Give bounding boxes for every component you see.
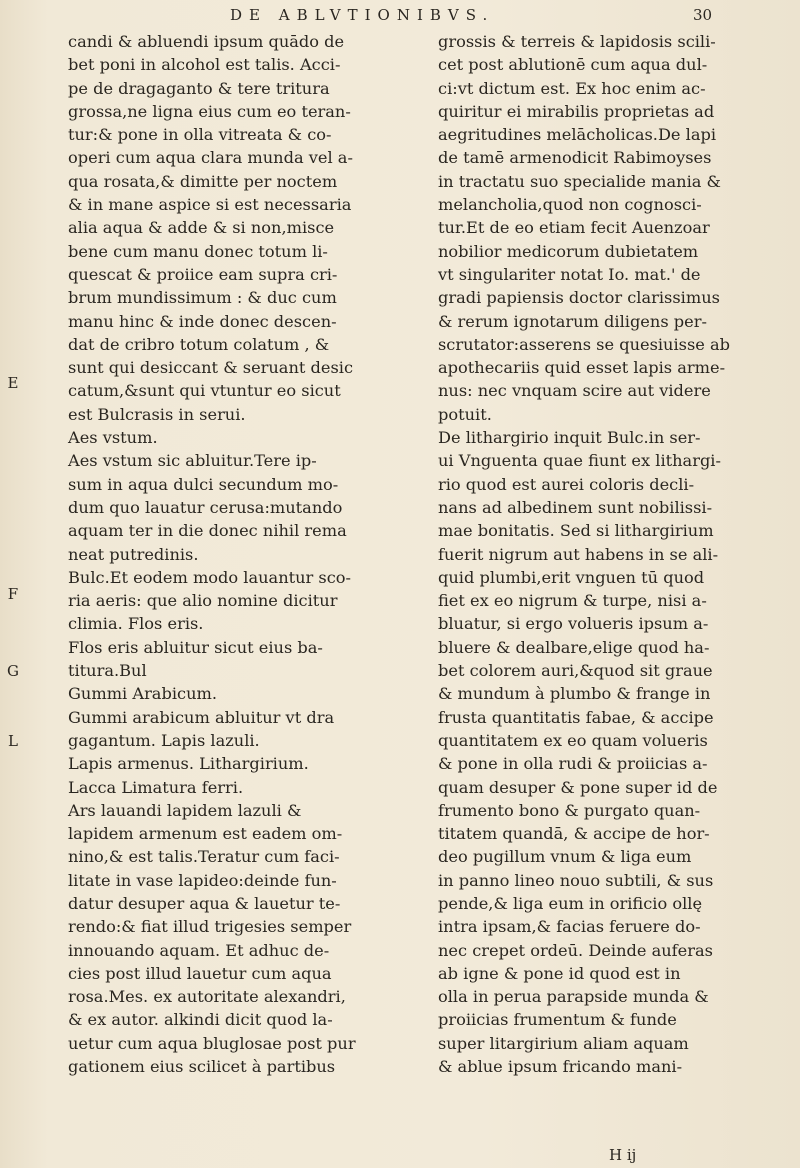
- text-line: neat putredinis.: [68, 544, 199, 564]
- text-line: & mundum à plumbo & frange in: [438, 684, 711, 704]
- page-header: [0, 4, 800, 30]
- text-line: alia aqua & adde & si non,misce: [68, 218, 335, 238]
- text-line: nobilior medicorum dubietatem: [438, 241, 699, 261]
- text-line: & ex autor. alkindi dicit quod la-: [68, 1010, 333, 1030]
- text-line: apothecariis quid esset lapis arme-: [438, 358, 726, 378]
- text-line: in panno lineo nouo subtili, & sus: [438, 870, 714, 890]
- right-text-column: [438, 30, 788, 1078]
- text-line: bene cum manu donec totum li-: [68, 241, 328, 261]
- text-line: titatem quandā, & accipe de hor-: [438, 824, 710, 844]
- text-line: Bulc.Et eodem modo lauantur sco-: [68, 567, 352, 587]
- text-line: quescat & proiice eam supra cri-: [68, 264, 338, 284]
- text-line: sunt qui desiccant & seruant desic: [68, 358, 354, 378]
- text-line: rio quod est aurei coloris decli-: [438, 474, 695, 494]
- text-line: aegritudines melācholicas.De lapi: [438, 125, 717, 145]
- text-line: potuit.: [438, 404, 492, 424]
- text-line: candi & abluendi ipsum quādo de: [68, 32, 345, 51]
- text-line: & in mane aspice si est necessaria: [68, 195, 352, 215]
- text-line: quid plumbi,erit vnguen tū quod: [438, 567, 705, 587]
- folio-number: 30: [693, 6, 713, 24]
- text-line: fuerit nigrum aut habens in se ali-: [438, 544, 719, 564]
- text-line: dat de cribro totum colatum , &: [68, 334, 330, 354]
- text-line: ci:vt dictum est. Ex hoc enim ac-: [438, 78, 706, 98]
- text-line: & ablue ipsum fricando mani-: [438, 1057, 683, 1077]
- margin-letter: G: [7, 662, 19, 680]
- text-line: deo pugillum vnum & liga eum: [438, 847, 692, 867]
- text-line: gradi papiensis doctor clarissimus: [438, 288, 720, 308]
- text-line: datur desuper aqua & lauetur te-: [68, 893, 341, 913]
- text-line: pende,& liga eum in orificio ollę: [438, 893, 703, 913]
- margin-letter: L: [8, 732, 18, 750]
- text-line: mae bonitatis. Sed si lithargirium: [438, 521, 714, 541]
- text-line: Ars lauandi lapidem lazuli &: [68, 800, 302, 820]
- text-line: nus: nec vnquam scire aut videre: [438, 381, 711, 401]
- text-line: Gummi Arabicum.: [68, 684, 217, 704]
- text-line: scrutator:asserens se quesiuisse ab: [438, 334, 731, 354]
- text-line: frusta quantitatis fabae, & accipe: [438, 707, 714, 727]
- text-line: Lapis armenus. Lithargirium.: [68, 754, 309, 774]
- text-line: est Bulcrasis in serui.: [68, 404, 246, 424]
- margin-letter: F: [7, 585, 19, 603]
- text-line: rendo:& fiat illud trigesies semper: [68, 917, 352, 937]
- text-line: Lacca Limatura ferri.: [68, 777, 244, 797]
- text-line: olla in perua parapside munda &: [438, 987, 709, 1007]
- text-line: & pone in olla rudi & proiicias a-: [438, 754, 708, 774]
- text-line: nec crepet ordeū. Deinde auferas: [438, 940, 713, 960]
- margin-letter: E: [7, 374, 19, 392]
- signature-mark: H ij: [609, 1146, 637, 1164]
- text-line: quam desuper & pone super id de: [438, 777, 718, 797]
- text-line: operi cum aqua clara munda vel a-: [68, 148, 353, 168]
- text-line: ui Vnguenta quae fiunt ex lithargi-: [438, 451, 721, 471]
- text-line: frumento bono & purgato quan-: [438, 800, 701, 820]
- text-line: fiet ex eo nigrum & turpe, nisi a-: [438, 591, 707, 611]
- text-line: grossis & terreis & lapidosis scili-: [438, 32, 716, 51]
- text-line: Gummi arabicum abluitur vt dra: [68, 707, 335, 727]
- text-line: bet poni in alcohol est talis. Acci-: [68, 55, 341, 75]
- running-title: DE ABLVTIONIBVS.: [230, 6, 495, 24]
- text-line: ria aeris: que alio nomine dicitur: [68, 591, 338, 611]
- text-line: de tamē armenodicit Rabimoyses: [438, 148, 712, 168]
- text-line: climia. Flos eris.: [68, 614, 204, 634]
- text-line: Aes vstum sic abluitur.Tere ip-: [68, 451, 317, 471]
- text-line: tur.Et de eo etiam fecit Auenzoar: [438, 218, 710, 238]
- text-line: bluatur, si ergo volueris ipsum a-: [438, 614, 709, 634]
- text-line: Aes vstum.: [68, 428, 158, 448]
- text-line: lapidem armenum est eadem om-: [68, 824, 343, 844]
- text-line: pe de dragaganto & tere tritura: [68, 78, 330, 98]
- text-line: catum,&sunt qui vtuntur eo sicut: [68, 381, 341, 401]
- text-line: tur:& pone in olla vitreata & co-: [68, 125, 332, 145]
- text-line: intra ipsam,& facias feruere do-: [438, 917, 701, 937]
- text-line: quantitatem ex eo quam volueris: [438, 730, 708, 750]
- text-line: bet colorem auri,&quod sit graue: [438, 661, 713, 681]
- text-line: litate in vase lapideo:deinde fun-: [68, 870, 337, 890]
- text-line: dum quo lauatur cerusa:mutando: [68, 497, 343, 517]
- text-line: proiicias frumentum & funde: [438, 1010, 677, 1030]
- text-line: Flos eris abluitur sicut eius ba-: [68, 637, 323, 657]
- text-line: gagantum. Lapis lazuli.: [68, 730, 260, 750]
- text-line: nans ad albedinem sunt nobilissi-: [438, 497, 713, 517]
- text-line: qua rosata,& dimitte per noctem: [68, 171, 338, 191]
- text-line: ab igne & pone id quod est in: [438, 963, 681, 983]
- text-line: super litargirium aliam aquam: [438, 1033, 689, 1053]
- text-line: quiritur ei mirabilis proprietas ad: [438, 101, 715, 121]
- text-line: cies post illud lauetur cum aqua: [68, 963, 332, 983]
- text-line: nino,& est talis.Teratur cum faci-: [68, 847, 340, 867]
- text-line: in tractatu suo specialide mania &: [438, 171, 721, 191]
- text-line: brum mundissimum : & duc cum: [68, 288, 337, 308]
- text-line: sum in aqua dulci secundum mo-: [68, 474, 339, 494]
- text-line: aquam ter in die donec nihil rema: [68, 521, 347, 541]
- text-line: melancholia,quod non cognosci-: [438, 195, 702, 215]
- text-line: uetur cum aqua bluglosae post pur: [68, 1033, 356, 1053]
- text-line: titura.Bul: [68, 661, 147, 681]
- text-line: bluere & dealbare,elige quod ha-: [438, 637, 710, 657]
- text-line: cet post ablutionē cum aqua dul-: [438, 55, 708, 75]
- text-line: De lithargirio inquit Bulc.in ser-: [438, 428, 701, 448]
- text-line: gationem eius scilicet à partibus: [68, 1057, 336, 1077]
- left-text-column: [68, 30, 408, 1078]
- text-line: manu hinc & inde donec descen-: [68, 311, 337, 331]
- text-line: grossa,ne ligna eius cum eo teran-: [68, 101, 351, 121]
- text-line: vt singulariter notat Io. mat.' de: [438, 264, 701, 284]
- text-line: rosa.Mes. ex autoritate alexandri,: [68, 987, 346, 1007]
- text-line: innouando aquam. Et adhuc de-: [68, 940, 330, 960]
- text-line: & rerum ignotarum diligens per-: [438, 311, 707, 331]
